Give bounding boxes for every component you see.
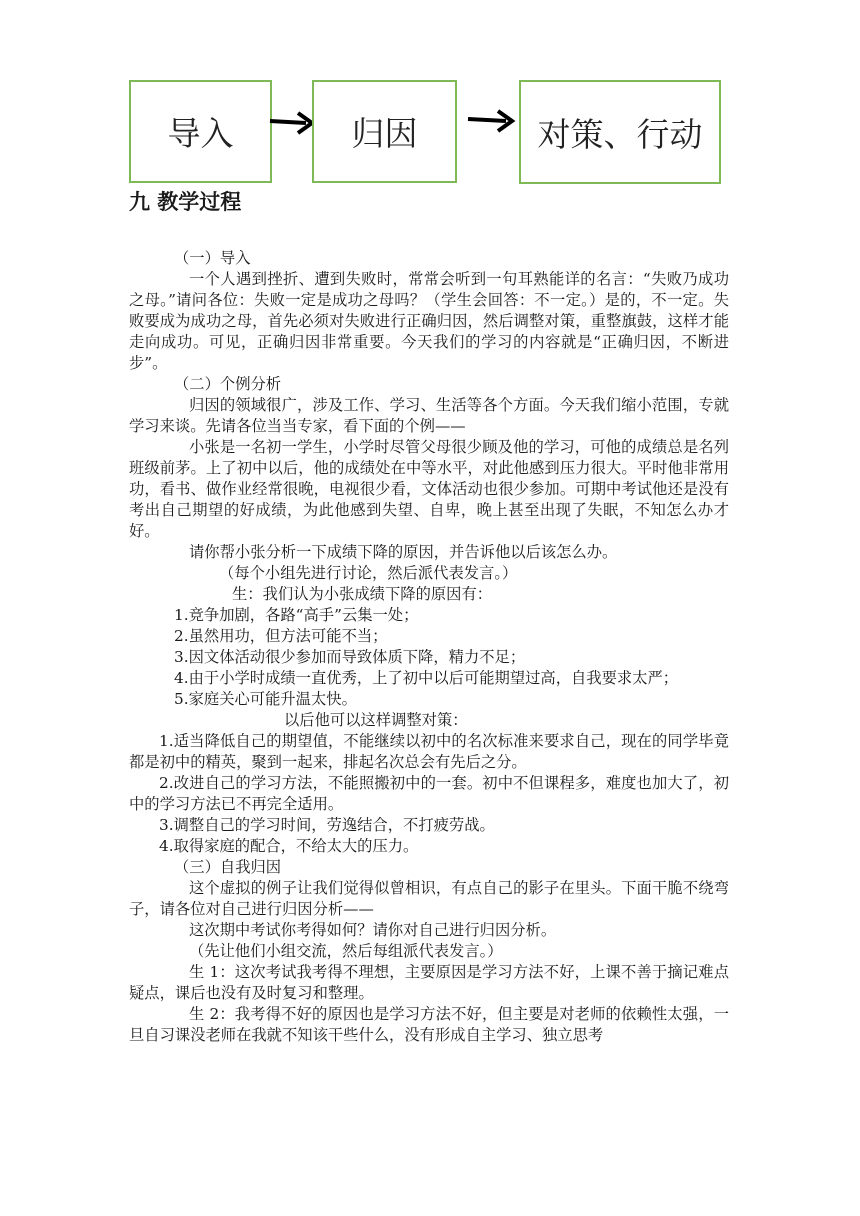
list-item: 5.家庭关心可能升温太快。 — [174, 690, 357, 708]
list-item: 4.取得家庭的配合，不给太大的压力。 — [159, 837, 419, 855]
paragraph: 这次期中考试你考得如何？请你对自己进行归因分析。 — [189, 921, 557, 939]
paragraph: 生 2：我考得不好的原因也是学习方法不好，但主要是对老师的依赖性太强，一旦自习课没老师在我就不知该干些什么，没有形成自主学习、独立思考 — [129, 1005, 729, 1044]
section-title-self: （三）自我归因 — [174, 858, 282, 876]
paragraph: （先让他们小组交流，然后每组派代表发言。） — [189, 942, 503, 960]
paragraph: 小张是一名初一学生，小学时尽管父母很少顾及他的学习，可他的成绩总是名列班级前茅。上了初中以后，他的成绩处在中等水平，对此他感到压力很大。平时他非常用功，看书、做作业经常很晚，电视很少看，文体活动也很少参加。可期中考试他还是没有考出自己期望的好成绩，为此他感到失望、自卑，晚上甚至出现了失眠，不知怎么办才好。 — [129, 438, 729, 540]
list-item: 1.竞争加剧，各路“高手”云集一处； — [174, 606, 419, 624]
paragraph: 一个人遇到挫折、遭到失败时，常常会听到一句耳熟能详的名言：“失败乃成功之母。”请问各位：失败一定是成功之母吗？（学生会回答：不一定。）是的，不一定。失败要成为成功之母，首先必须对失败进行正确归因，然后调整对策，重整旗鼓，这样才能走向成功。可见，正确归因非常重要。今天我们的学习的内容就是“正确归因，不断进步”。 — [129, 270, 729, 372]
list-item: 2.改进自己的学习方法，不能照搬初中的一套。初中不但课程多，难度也加大了，初中的学习方法已不再完全适用。 — [129, 774, 729, 813]
flow-box-intro — [129, 80, 272, 183]
flow-box-attribution-label: 归因 — [351, 114, 418, 153]
paragraph: 以后他可以这样调整对策： — [284, 711, 468, 729]
section-heading: 九 教学过程 — [129, 190, 242, 214]
section-title-case: （二）个例分析 — [174, 375, 282, 393]
section-title-intro: （一）导入 — [174, 249, 251, 267]
document-body — [129, 248, 729, 1046]
flow-box-action-label: 对策、行动 — [537, 114, 703, 154]
right-arrow-icon — [466, 106, 516, 134]
paragraph: 归因的领域很广，涉及工作、学习、生活等各个方面。今天我们缩小范围，专就学习来谈。先请各位当当专家，看下面的个例—— — [129, 396, 729, 435]
list-item: 4.由于小学时成绩一直优秀，上了初中以后可能期望过高，自我要求太严； — [174, 669, 679, 687]
flow-box-attribution — [312, 80, 457, 183]
list-item: 3.调整自己的学习时间，劳逸结合，不打疲劳战。 — [159, 816, 495, 834]
paragraph: 这个虚拟的例子让我们觉得似曾相识，有点自己的影子在里头。下面干脆不绕弯子，请各位对自己进行归因分析—— — [129, 879, 729, 918]
right-arrow-icon — [268, 108, 316, 136]
paragraph: 生 1：这次考试我考得不理想，主要原因是学习方法不好，上课不善于摘记难点疑点，课后也没有及时复习和整理。 — [129, 963, 729, 1002]
list-item: 2.虽然用功，但方法可能不当； — [174, 627, 388, 645]
list-item: 3.因文体活动很少参加而导致体质下降，精力不足； — [174, 648, 526, 666]
paragraph: （每个小组先进行讨论，然后派代表发言。） — [219, 564, 518, 582]
flow-box-intro-label: 导入 — [167, 114, 234, 153]
paragraph: 生：我们认为小张成绩下降的原因有： — [232, 585, 493, 603]
flow-box-action — [519, 80, 721, 184]
list-item: 1.适当降低自己的期望值，不能继续以初中的名次标准来要求自己，现在的同学毕竟都是初中的精英，聚到一起来，排起名次总会有先后之分。 — [129, 732, 729, 771]
paragraph: 请你帮小张分析一下成绩下降的原因，并告诉他以后该怎么办。 — [189, 543, 618, 561]
